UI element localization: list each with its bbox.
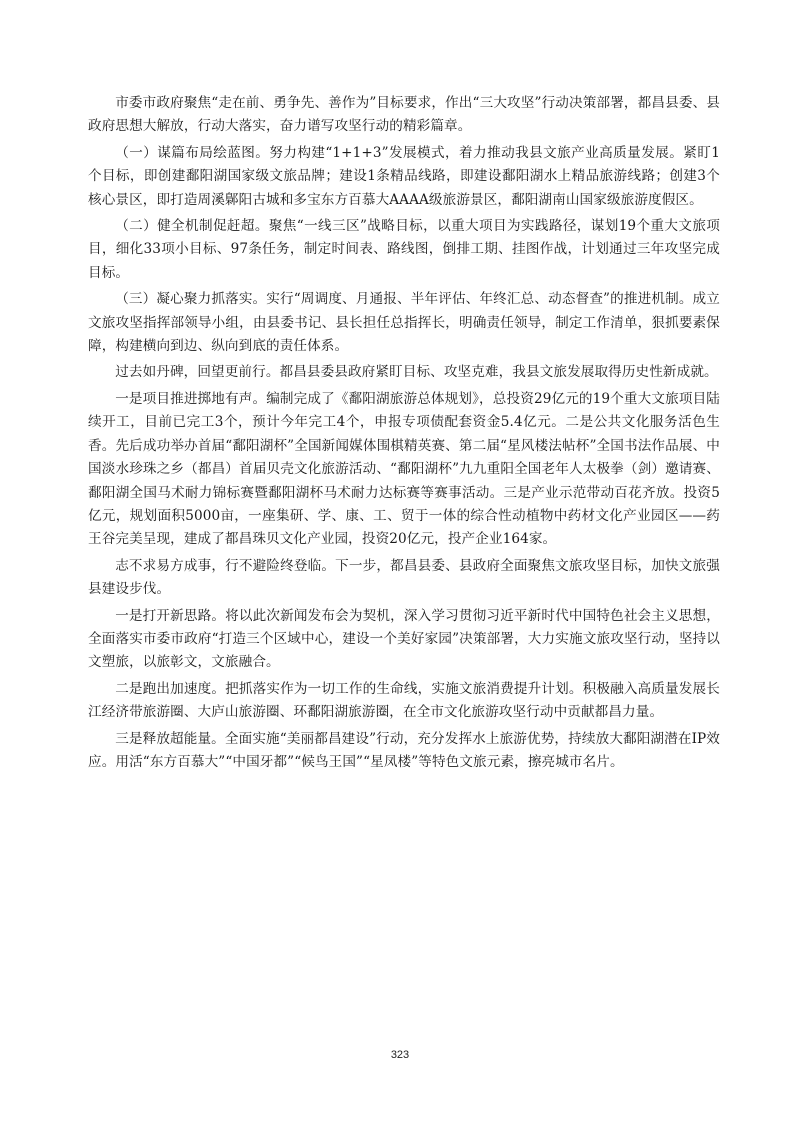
paragraph-acceleration: 二是跑出加速度。把抓落实作为一切工作的生命线，实施文旅消费提升计划。积极融入高质量发展长江经济带旅游圈、大庐山旅游圈、环鄱阳湖旅游圈，在全市文化旅游攻坚行动中贡献都昌力量。 [88, 680, 720, 721]
paragraph-achievements: 一是项目推进掷地有声。编制完成了《鄱阳湖旅游总体规划》，总投资29亿元的19个重大文旅项目陆续开工，目前已完工3个，预计今年完工4个，申报专项债配套资金5.4亿元。二是公共文化服务活色生香。先后成功举办首届“鄱阳湖杯”全国新闻媒体围棋精英赛、第二届“星风楼法帖杯”全国书法作品展、中国淡水珍珠之乡（都昌）首届贝壳文化旅游活动、“鄱阳湖杯”九九重阳全国老年人太极拳（剑）邀请赛、鄱阳湖全国马术耐力锦标赛暨鄱阳湖杯马术耐力达标赛等赛事活动。三是产业示范带动百花齐放。投资5亿元，规划面积5000亩，一座集研、学、康、工、贸于一体的综合性动植物中药材文化产业园区——药王谷完美呈现，建成了都昌珠贝文化产业园，投资20亿元，投产企业164家。 [88, 390, 720, 548]
paragraph-mechanism: （二）健全机制促赶超。聚焦“一线三区”战略目标，以重大项目为实践路径，谋划19个重大文旅项目，细化33项小目标、97条任务，制定时间表、路线图，倒排工期、挂图作战，计划通过三年攻坚完成目标。 [88, 218, 720, 281]
paragraph-implementation: （三）凝心聚力抓落实。实行“周调度、月通报、半年评估、年终汇总、动态督查”的推进机制。成立文旅攻坚指挥部领导小组，由县委书记、县长担任总指挥长，明确责任领导，制定工作清单，狠抓要素保障，构建横向到边、纵向到底的责任体系。 [88, 291, 720, 355]
page-number: 323 [390, 1049, 410, 1061]
paragraph-energy: 三是释放超能量。全面实施“美丽都昌建设”行动，充分发挥水上旅游优势，持续放大鄱阳湖潜在IP效应。用活“东方百慕大”“中国牙都”“候鸟王国”“星凤楼”等特色文旅元素，擦亮城市名片。 [88, 730, 720, 770]
paragraph-next-step: 志不求易方成事，行不避险终登临。下一步，都昌县委、县政府全面聚焦文旅攻坚目标，加快文旅强县建设步伐。 [88, 557, 720, 598]
paragraph-new-thinking: 一是打开新思路。将以此次新闻发布会为契机，深入学习贯彻习近平新时代中国特色社会主义思想，全面落实市委市政府“打造三个区域中心，建设一个美好家园”决策部署，大力实施文旅攻坚行动，坚持以文塑旅，以旅彰文，文旅融合。 [88, 607, 720, 671]
paragraph-review: 过去如丹碑，回望更前行。都昌县委县政府紧盯目标、攻坚克难，我县文旅发展取得历史性新成就。 [115, 364, 718, 381]
document-body [88, 92, 720, 777]
paragraph-planning: （一）谋篇布局绘蓝图。努力构建“1+1+3”发展模式，着力推动我县文旅产业高质量发展。紧盯1个目标，即创建鄱阳湖国家级文旅品牌；建设1条精品线路，即建设鄱阳湖水上精品旅游线路；创建3个核心景区，即打造周溪鄡阳古城和多宝东方百慕大AAAA级旅游景区，鄱阳湖南山国家级旅游度假区。 [88, 144, 720, 208]
paragraph-intro: 市委市政府聚焦“走在前、勇争先、善作为”目标要求，作出“三大攻坚”行动决策部署，都昌县委、县政府思想大解放，行动大落实，奋力谱写攻坚行动的精彩篇章。 [88, 95, 720, 135]
